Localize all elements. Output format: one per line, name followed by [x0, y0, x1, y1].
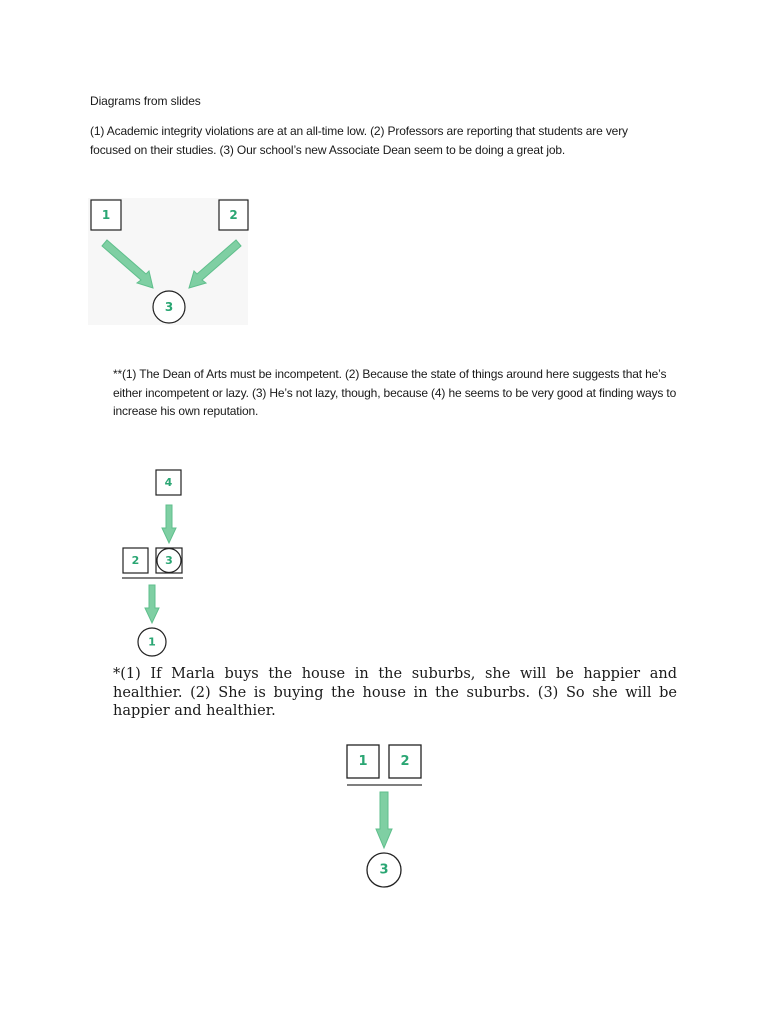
document-title: Diagrams from slides	[90, 94, 201, 108]
diagram-2-label-2: 2	[131, 554, 140, 567]
diagram-2-label-4: 4	[164, 476, 173, 489]
diagram-2-conclusion-label: 1	[148, 635, 156, 649]
diagram-1-conclusion-label: 3	[164, 300, 174, 314]
paragraph-3	[113, 665, 677, 721]
diagram-1	[85, 195, 255, 330]
diagram-2-label-3: 3	[165, 554, 173, 567]
paragraph-3-line-1: *(1) If Marla buys the house in the suburbs, she will be happier and	[113, 666, 677, 682]
paragraph-1: (1) Academic integrity violations are at an all-time low. (2) Professors are reporting that students are very focused on their studies. (3) Our school’s new Associate Dean seem to be doing a great job.	[90, 124, 628, 157]
diagram-1-premise-label-2: 2	[229, 208, 238, 222]
diagram-2-arrow-top	[162, 505, 176, 543]
paragraph-2: **(1) The Dean of Arts must be incompetent. (2) Because the state of things around here suggests that he’s either incompetent or lazy. (3) He’s not lazy, though, because (4) he seems to be very good at finding ways to increase his own reputation.	[113, 367, 677, 418]
paragraph-3-line-3: happier and healthier.	[113, 703, 276, 719]
diagram-3	[340, 740, 430, 892]
paragraph-3-line-2: healthier. (2) She is buying the house in the suburbs. (3) So she will be	[113, 684, 677, 701]
diagram-1-premise-label-1: 1	[101, 208, 111, 222]
diagram-3-label-2: 2	[400, 754, 410, 769]
diagram-3-label-1: 1	[358, 754, 368, 769]
diagram-2-arrow-bottom	[145, 585, 159, 623]
diagram-2	[115, 465, 195, 660]
diagram-3-conclusion-label: 3	[379, 862, 389, 878]
diagram-3-arrow	[376, 792, 392, 848]
